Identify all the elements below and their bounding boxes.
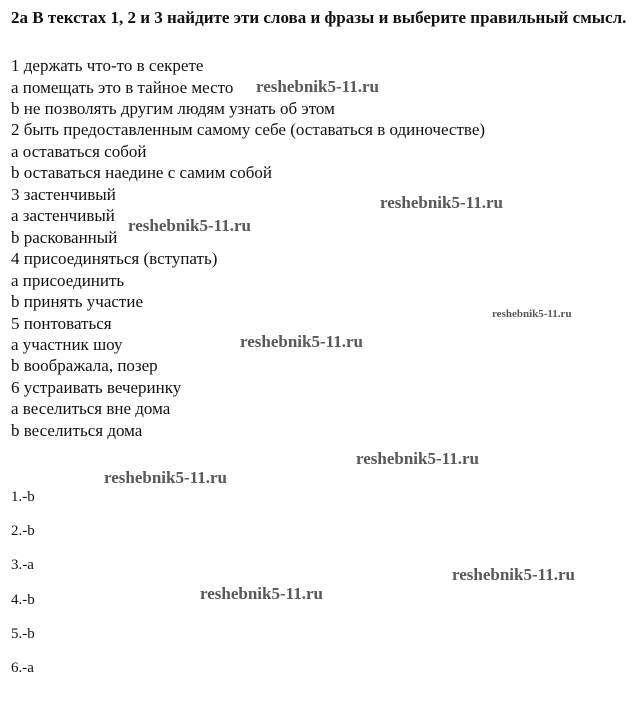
watermark-text: reshebnik5-11.ru [492,308,572,320]
text-line: 1 держать что-то в секрете [11,56,204,75]
answer-item: 5.-b [11,626,35,642]
text-line: a участник шоу [11,335,123,354]
text-line: a застенчивый [11,206,115,225]
text-line: b не позволять другим людям узнать об этом [11,99,335,118]
text-line: b веселиться дома [11,421,143,440]
watermark-text: reshebnik5-11.ru [356,449,479,468]
text-line: 2 быть предоставленным самому себе (оставаться в одиночестве) [11,120,486,139]
text-line: b оставаться наедине с самим собой [11,163,272,182]
text-line: 4 присоединяться (вступать) [11,249,218,268]
text-line: b воображала, позер [11,356,158,375]
text-line: 6 устраивать вечеринку [11,378,182,397]
text-line: a веселиться вне дома [11,399,171,418]
answer-item: 4.-b [11,592,35,608]
text-line: 5 понтоваться [11,314,112,333]
watermark-text: reshebnik5-11.ru [104,468,227,487]
watermark-text: reshebnik5-11.ru [240,332,363,351]
watermark-text: reshebnik5-11.ru [452,565,575,584]
text-line: b принять участие [11,292,144,311]
text-line: b раскованный [11,228,118,247]
text-line: a оставаться собой [11,142,147,161]
answer-item: 6.-a [11,660,34,676]
answer-item: 2.-b [11,523,35,539]
answer-item: 3.-a [11,557,34,573]
answer-item: 1.-b [11,489,35,505]
text-line: a присоединить [11,271,125,290]
text-line: 3 застенчивый [11,185,116,204]
watermark-text: reshebnik5-11.ru [128,216,251,235]
watermark-text: reshebnik5-11.ru [200,584,323,603]
watermark-text: reshebnik5-11.ru [380,193,503,212]
watermark-text: reshebnik5-11.ru [256,77,379,96]
exercise-title: 2a В текстах 1, 2 и 3 найдите эти слова и фразы и выберите правильный смысл. [11,8,627,27]
text-line: a помещать это в тайное место [11,78,234,97]
